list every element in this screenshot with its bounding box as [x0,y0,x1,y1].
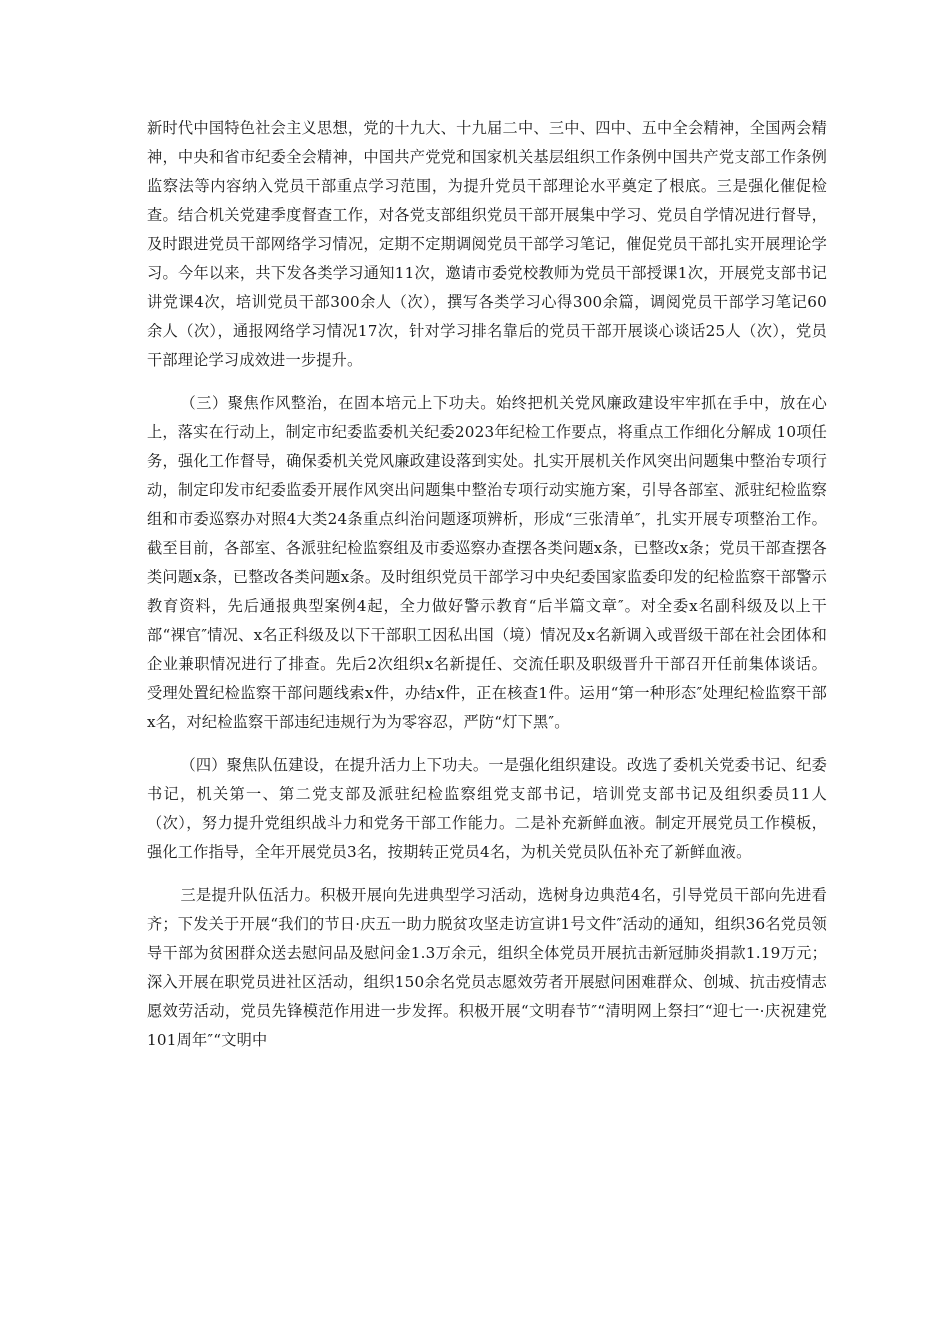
paragraph-style-rectification: （三）聚焦作风整治，在固本培元上下功夫。始终把机关党风廉政建设牢牢抓在手中，放在心上，落实在行动上，制定市纪委监委机关纪委2023年纪检工作要点，将重点工作细化分解成 10项任务，强化工作督导，确保委机关党风廉政建设落到实处。扎实开展机关作风突出问题集中整治专项行动，制定印发市纪委监委开展作风突出问题集中整治专项行动实施方案，引导各部室、派驻纪检监察组和市委巡察办对照4大类24条重点纠治问题逐项辨析，形成“三张清单″，扎实开展专项整治工作。截至目前，各部室、各派驻纪检监察组及市委巡察办查摆各类问题x条，已整改x条；党员干部查摆各类问题x条，已整改各类问题x条。及时组织党员干部学习中央纪委国家监委印发的纪检监察干部警示教育资料，先后通报典型案例4起，全力做好警示教育“后半篇文章″。对全委x名副科级及以上干部“裸官″情况、x名正科级及以下干部职工因私出国（境）情况及x名新调入或晋级干部在社会团体和企业兼职情况进行了排查。先后2次组织x名新提任、交流任职及职级晋升干部召开任前集体谈话。受理处置纪检监察干部问题线索x件，办结x件，正在核查1件。运用“第一种形态″处理纪检监察干部x名，对纪检监察干部违纪违规行为为零容忍，严防“灯下黑″。 [147,394,827,731]
paragraph-team-building: （四）聚焦队伍建设，在提升活力上下功夫。一是强化组织建设。改选了委机关党委书记、纪委书记，机关第一、第二党支部及派驻纪检监察组党支部书记，培训党支部书记及组织委员11人（次），努力提升党组织战斗力和党务干部工作能力。二是补充新鲜血液。制定开展党员工作模板，强化工作指导，全年开展党员3名，按期转正党员4名，为机关党员队伍补充了新鲜血液。 [147,756,827,861]
document-page [147,114,827,1055]
paragraph-team-vitality: 三是提升队伍活力。积极开展向先进典型学习活动，选树身边典范4名，引导党员干部向先进看齐；下发关于开展“我们的节日·庆五一助力脱贫攻坚走访宣讲1号文件″活动的通知，组织36名党员领导干部为贫困群众送去慰问品及慰问金1.3万余元，组织全体党员开展抗击新冠肺炎捐款1.19万元；深入开展在职党员进社区活动，组织150余名党员志愿效劳者开展慰问困难群众、创城、抗击疫情志愿效劳活动，党员先锋模范作用进一步发挥。积极开展“文明春节″“清明网上祭扫″“迎七一·庆祝建党101周年″“文明中 [147,886,827,1049]
paragraph-study-continuation: 新时代中国特色社会主义思想，党的十九大、十九届二中、三中、四中、五中全会精神，全国两会精神，中央和省市纪委全会精神，中国共产党党和国家机关基层组织工作条例中国共产党支部工作条例监察法等内容纳入党员干部重点学习范围，为提升党员干部理论水平奠定了根底。三是强化催促检查。结合机关党建季度督查工作，对各党支部组织党员干部开展集中学习、党员自学情况进行督导，及时跟进党员干部网络学习情况，定期不定期调阅党员干部学习笔记，催促党员干部扎实开展理论学习。今年以来，共下发各类学习通知11次，邀请市委党校教师为党员干部授课1次，开展党支部书记讲党课4次，培训党员干部300余人（次），撰写各类学习心得300余篇，调阅党员干部学习笔记60余人（次），通报网络学习情况17次，针对学习排名靠后的党员干部开展谈心谈话25人（次），党员干部理论学习成效进一步提升。 [147,119,827,369]
